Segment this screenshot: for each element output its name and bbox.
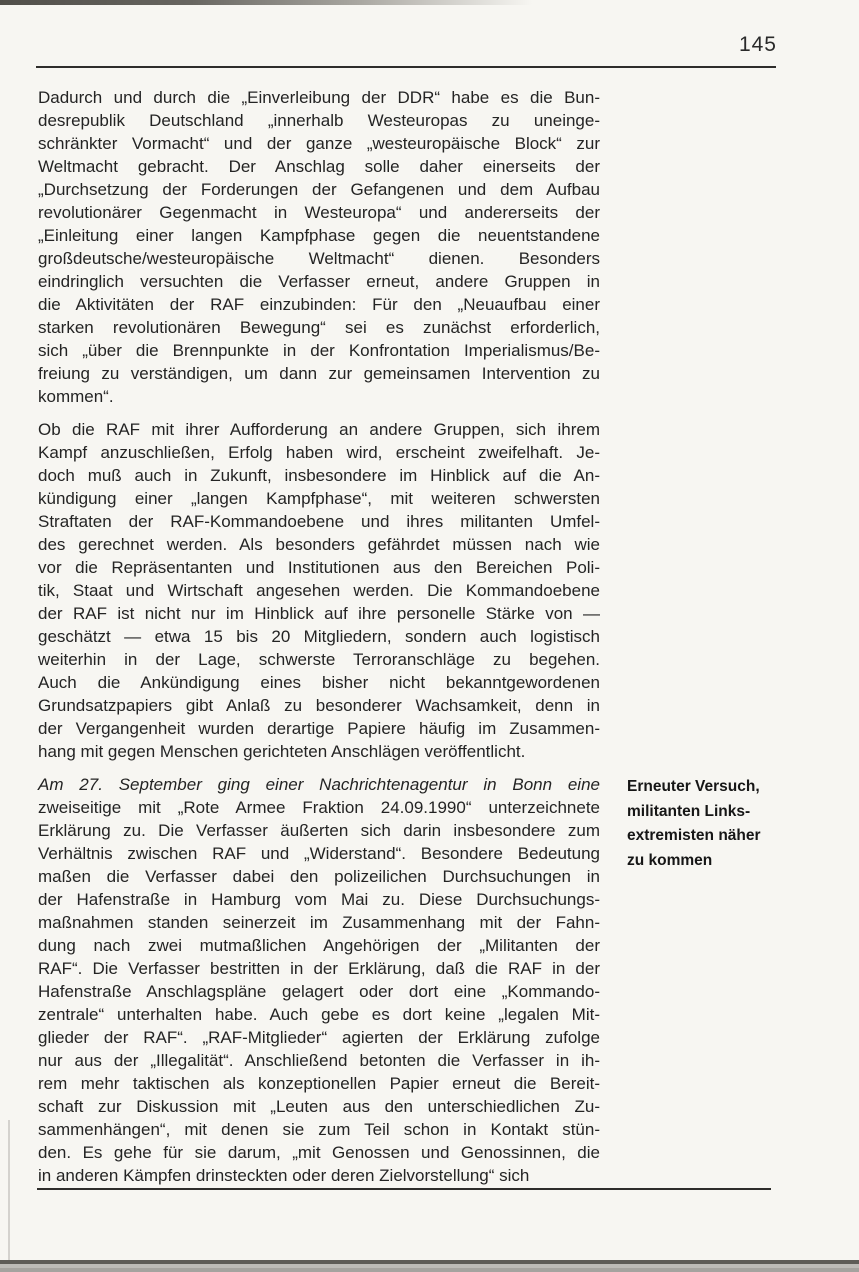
- text-line: sammenhängen“, mit denen sie zum Teil schon in Kontakt stün-: [38, 1120, 600, 1139]
- text-line: kommen“.: [38, 387, 114, 406]
- text-line: maßen die Verfasser dabei den polizeilichen Durchsuchungen in: [38, 867, 600, 886]
- text-line: vor die Repräsentanten und Institutionen aus den Bereichen Poli-: [38, 558, 600, 577]
- page-number: 145: [738, 33, 777, 56]
- text-line: RAF“. Die Verfasser bestritten in der Erklärung, daß die RAF in der: [38, 959, 600, 978]
- text-line: starken revolutionären Bewegung“ sei es zunächst erforderlich,: [38, 318, 600, 337]
- scan-left-edge: [8, 1120, 10, 1272]
- text-line: der RAF ist nicht nur im Hinblick auf ihre personelle Stärke von —: [38, 604, 600, 623]
- text-line: schaft zur Diskussion mit „Leuten aus den unterschiedlichen Zu-: [38, 1097, 600, 1116]
- text-line: den. Es gehe für sie darum, „mit Genossen und Genossinnen, die: [38, 1143, 600, 1162]
- text-line: großdeutsche/westeuropäische Weltmacht“ dienen. Besonders: [38, 249, 600, 268]
- text-line: „Einleitung einer langen Kampfphase gegen die neuentstandene: [38, 226, 600, 245]
- text-line: Hafenstraße Anschlagspläne gelagert oder dort eine „Kommando-: [38, 982, 600, 1001]
- text-line: der Hafenstraße in Hamburg vom Mai zu. Diese Durchsuchungs-: [38, 890, 600, 909]
- text-line: die Aktivitäten der RAF einzubinden: Für den „Neuaufbau einer: [38, 295, 600, 314]
- text-line: Kampf anzuschließen, Erfolg haben wird, erscheint zweifelhaft. Je-: [38, 443, 600, 462]
- text-line: Grundsatzpapiers gibt Anlaß zu besonderer Wachsamkeit, denn in: [38, 696, 600, 715]
- paragraph: [38, 773, 600, 1187]
- header-rule: [36, 66, 776, 68]
- text-line: rem mehr taktischen als konzeptionellen Papier erneut die Bereit-: [38, 1074, 600, 1093]
- text-line: tik, Staat und Wirtschaft angesehen werden. Die Kommandoebene: [38, 581, 600, 600]
- text-line: weiterhin in der Lage, schwerste Terroranschläge zu begehen.: [38, 650, 600, 669]
- text-line: schränkter Vormacht“ und der ganze „westeuropäische Block“ zur: [38, 134, 600, 153]
- text-line: Auch die Ankündigung eines bisher nicht bekanntgewordenen: [38, 673, 600, 692]
- text-line: sich „über die Brennpunkte in der Konfrontation Imperialismus/Be-: [38, 341, 600, 360]
- text-line: Weltmacht gebracht. Der Anschlag solle daher einerseits der: [38, 157, 600, 176]
- scan-top-edge: [0, 0, 859, 5]
- text-line: desrepublik Deutschland „innerhalb Westeuropas zu uneinge-: [38, 111, 600, 130]
- text-line: maßnahmen standen seinerzeit im Zusammenhang mit der Fahn-: [38, 913, 600, 932]
- text-line: eindringlich versuchten die Verfasser erneut, andere Gruppen in: [38, 272, 600, 291]
- text-line: der Vergangenheit wurden derartige Papiere häufig im Zusammen-: [38, 719, 600, 738]
- margin-note: [627, 775, 792, 873]
- text-line: nur aus der „Illegalität“. Anschließend betonten die Verfasser in ih-: [38, 1051, 600, 1070]
- paragraph: [38, 86, 600, 408]
- margin-note-line: zu kommen: [627, 851, 713, 869]
- text-line: revolutionärer Gegenmacht in Westeuropa“ und andererseits der: [38, 203, 600, 222]
- margin-note-line: militanten Links-: [627, 802, 751, 820]
- text-line: geschätzt — etwa 15 bis 20 Mitgliedern, sondern auch logistisch: [38, 627, 600, 646]
- text-line: kündigung einer „langen Kampfphase“, mit weiteren schwersten: [38, 489, 600, 508]
- text-line: zentrale“ unterhalten habe. Auch gebe es dort keine „legalen Mit-: [38, 1005, 600, 1024]
- text-line: glieder der RAF“. „RAF-Mitglieder“ agierten der Erklärung zufolge: [38, 1028, 600, 1047]
- text-line: Dadurch und durch die „Einverleibung der DDR“ habe es die Bun-: [38, 88, 600, 107]
- text-line: des gerechnet werden. Als besonders gefährdet müssen nach wie: [38, 535, 600, 554]
- text-line: „Durchsetzung der Forderungen der Gefangenen und dem Aufbau: [38, 180, 600, 199]
- text-line: zweiseitige mit „Rote Armee Fraktion 24.09.1990“ unterzeichnete: [38, 798, 600, 817]
- text-line: Am 27. September ging einer Nachrichtenagentur in Bonn eine: [38, 775, 600, 794]
- text-line: doch muß auch in Zukunft, insbesondere im Hinblick auf die An-: [38, 466, 600, 485]
- scan-bottom-edge: [0, 1260, 859, 1272]
- body-text-column: [38, 86, 600, 1187]
- paragraph: [38, 418, 600, 763]
- text-line: in anderen Kämpfen drinsteckten oder deren Zielvorstellung“ sich: [38, 1166, 530, 1185]
- text-line: dung nach zwei mutmaßlichen Angehörigen der „Militanten der: [38, 936, 600, 955]
- margin-note-line: Erneuter Versuch,: [627, 778, 760, 795]
- text-line: freiung zu verständigen, um dann zur gemeinsamen Intervention zu: [38, 364, 600, 383]
- text-line: Ob die RAF mit ihrer Aufforderung an andere Gruppen, sich ihrem: [38, 420, 600, 439]
- margin-note-line: extremisten näher: [627, 827, 761, 844]
- text-line: hang mit gegen Menschen gerichteten Anschlägen veröffentlicht.: [38, 742, 526, 761]
- footer-rule: [37, 1188, 771, 1190]
- text-line: Verhältnis zwischen RAF und „Widerstand“. Besondere Bedeutung: [38, 844, 600, 863]
- text-line: Erklärung zu. Die Verfasser äußerten sich darin insbesondere zum: [38, 821, 600, 840]
- text-line: Straftaten der RAF-Kommandoebene und ihres militanten Umfel-: [38, 512, 600, 531]
